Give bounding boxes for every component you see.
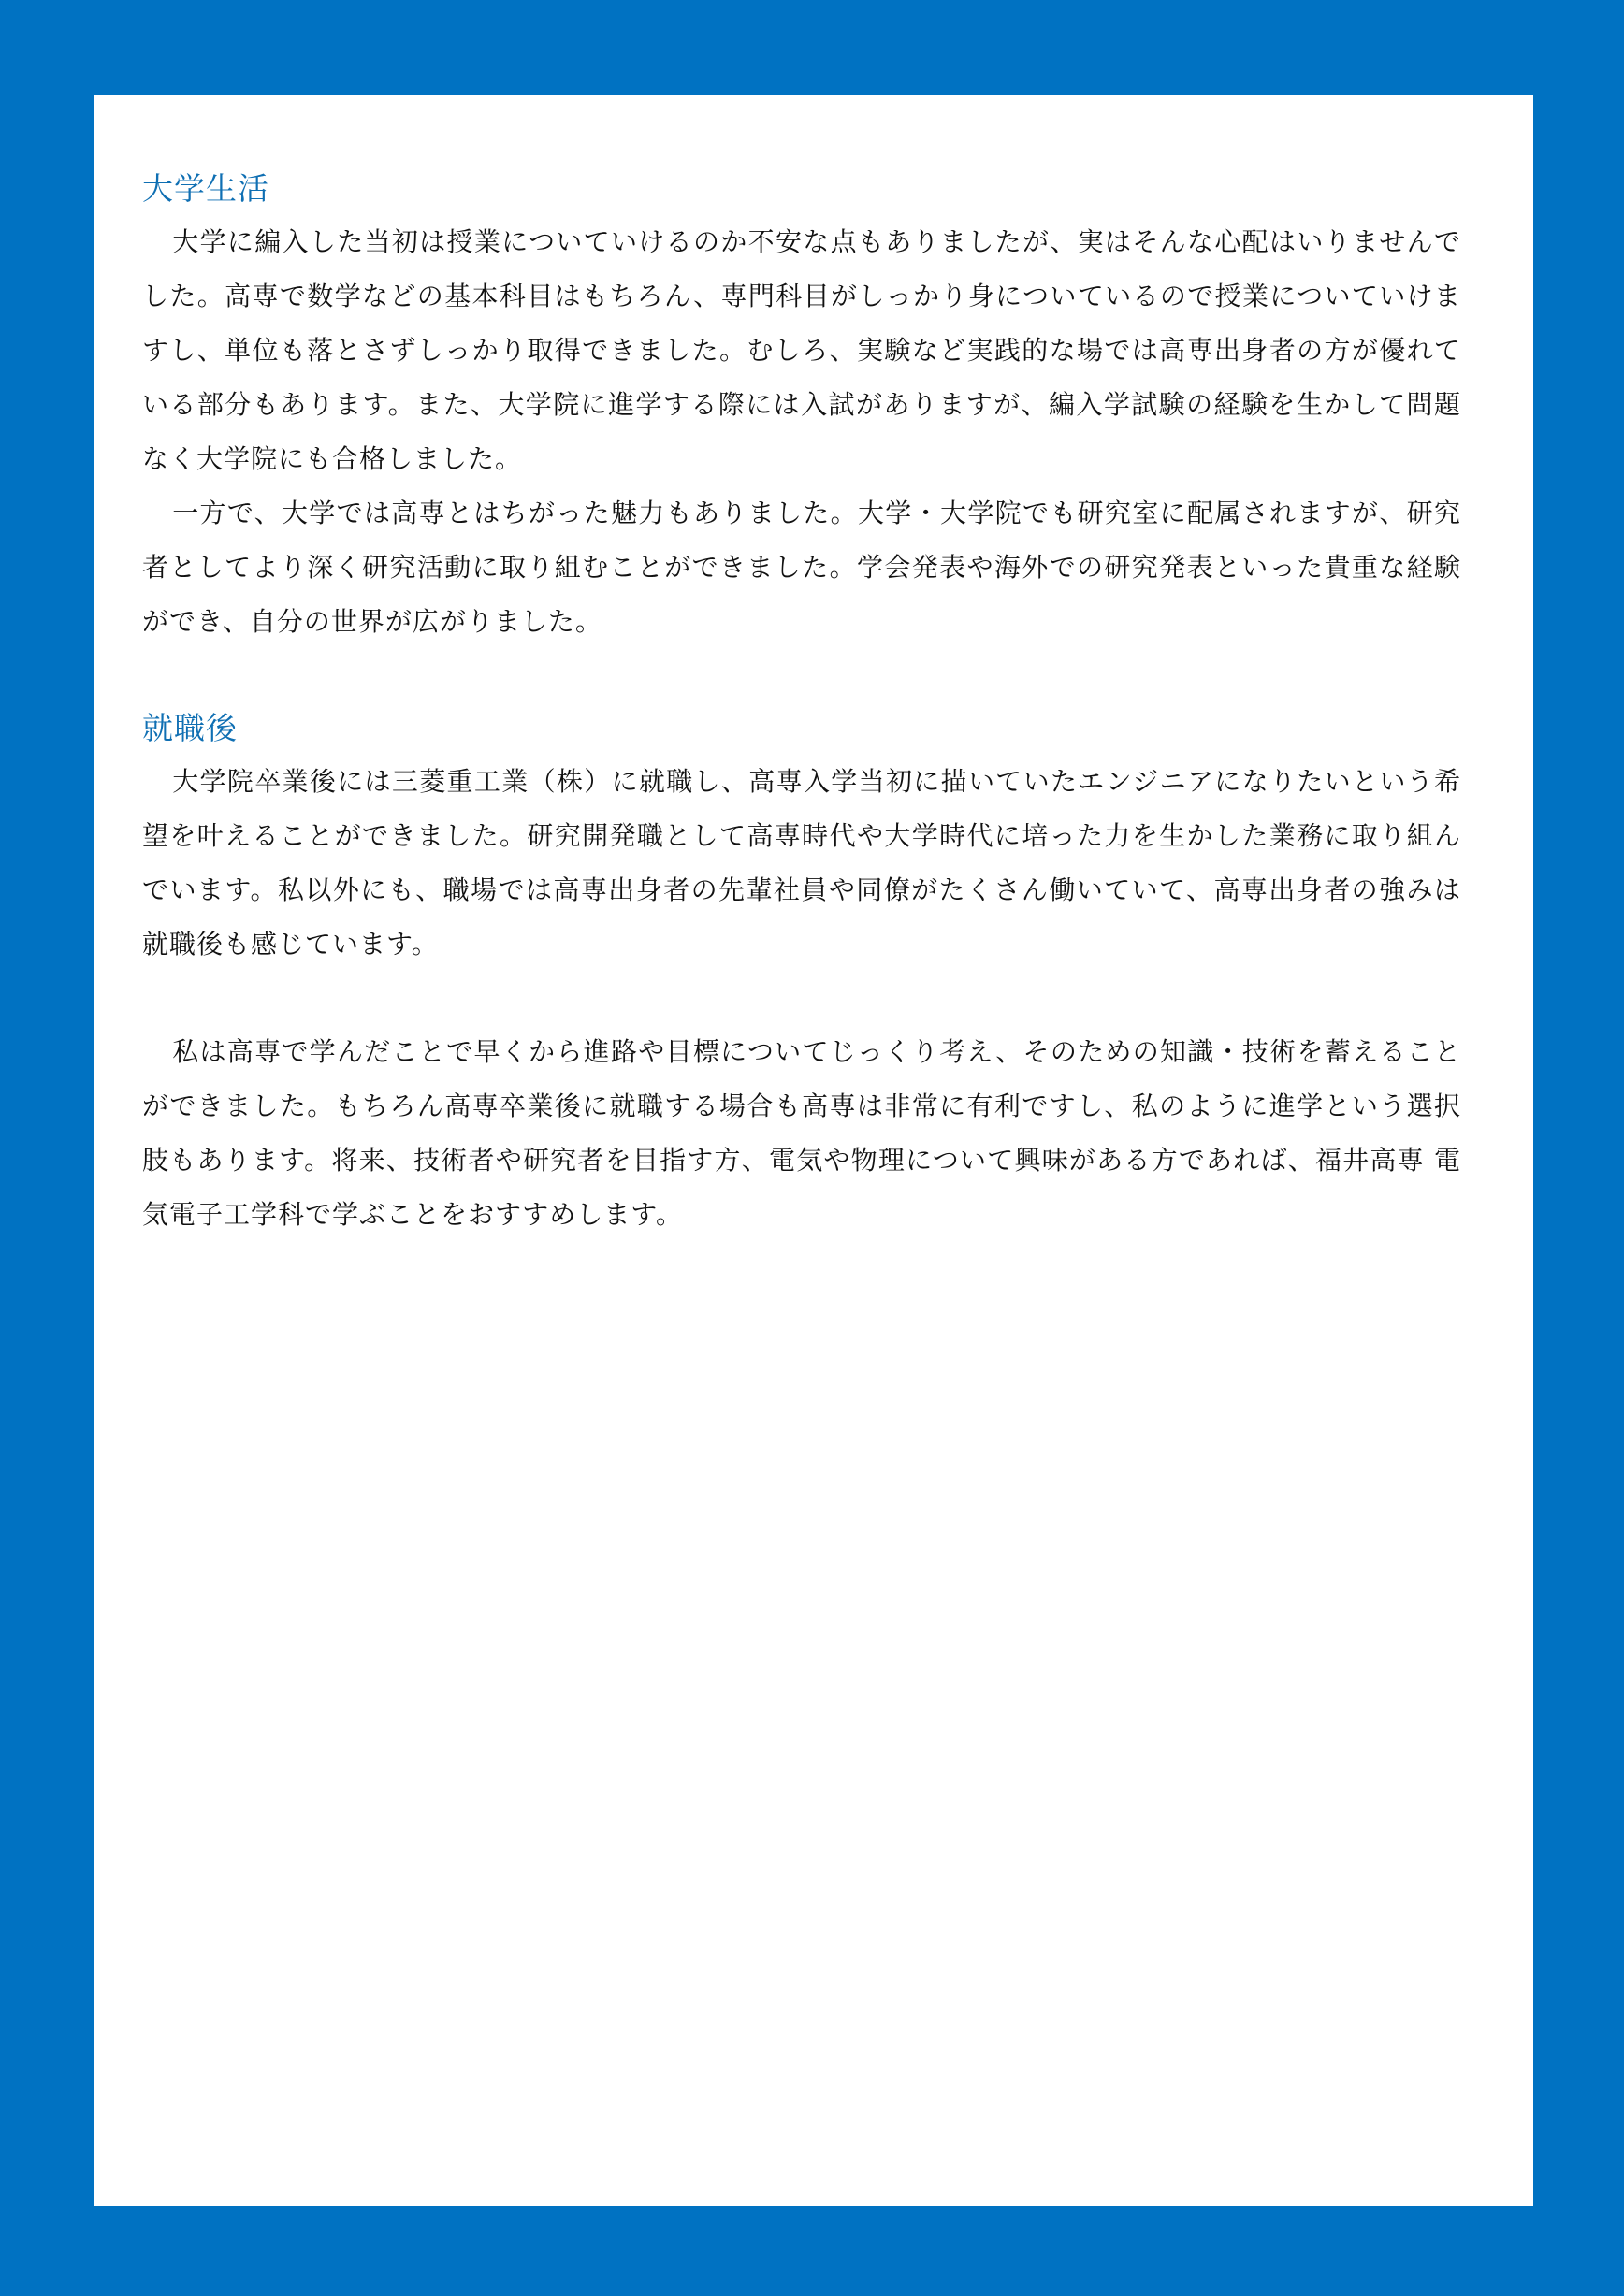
university-life-heading: 大学生活 (142, 170, 269, 207)
after-employment-paragraph: 大学院卒業後には三菱重工業（株）に就職し、高専入学当初に描いていたエンジニアになりたいという希望を叶えることができました。研究開発職として高専時代や大学時代に培った力を生かした業務に取り組んでいます。私以外にも、職場では高専出身者の先輩社員や同僚がたくさん働いていて、高専出身者の強みは就職後も感じています。 (142, 766, 1461, 960)
university-life-paragraph-2: 一方で、大学では高専とはちがった魅力もありました。大学・大学院でも研究室に配属されますが、研究者としてより深く研究活動に取り組むことができました。学会発表や海外での研究発表といった貴重な経験ができ、自分の世界が広がりました。 (142, 498, 1461, 637)
university-life-section (142, 163, 1461, 649)
after-employment-heading: 就職後 (142, 710, 238, 746)
document-content (142, 163, 1461, 1242)
after-employment-section (142, 702, 1461, 972)
university-life-paragraph-1: 大学に編入した当初は授業についていけるのか不安な点もありましたが、実はそんな心配はいりませんでした。高専で数学などの基本科目はもちろん、専門科目がしっかり身についているので授業についていけますし、単位も落とさずしっかり取得できました。むしろ、実験など実践的な場では高専出身者の方が優れている部分もあります。また、大学院に進学する際には入試がありますが、編入学試験の経験を生かして問題なく大学院にも合格しました。 (142, 226, 1461, 474)
closing-paragraph: 私は高専で学んだことで早くから進路や目標についてじっくり考え、そのための知識・技術を蓄えることができました。もちろん高専卒業後に就職する場合も高専は非常に有利ですし、私のように進学という選択肢もあります。将来、技術者や研究者を目指す方、電気や物理について興味がある方であれば、福井高専 電気電子工学科で学ぶことをおすすめします。 (142, 1036, 1461, 1230)
closing-section (142, 1025, 1461, 1242)
document-page (94, 95, 1533, 2206)
